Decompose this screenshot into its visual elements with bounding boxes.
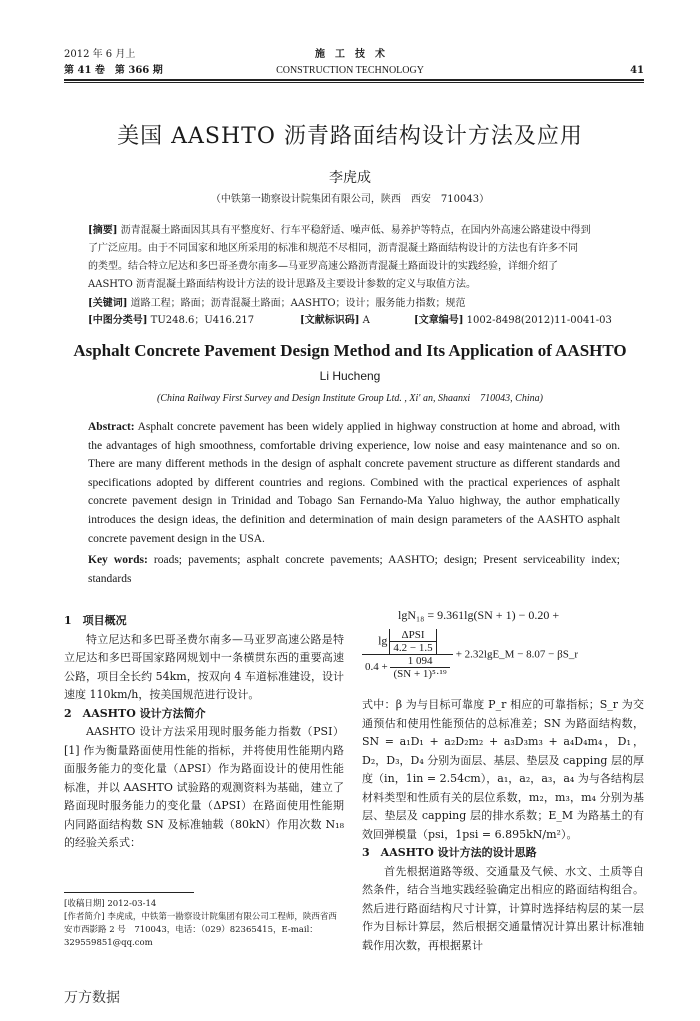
article-no-label: [文章编号] <box>414 315 464 326</box>
footnote <box>64 898 344 950</box>
formula-line-1: lgN₁₈ = 9.361lg(SN + 1) − 0.20 + <box>398 608 560 622</box>
header-rule-thin <box>64 82 644 83</box>
section-1-body: 特立尼达和多巴哥圣费尔南多—马亚罗高速公路是特立尼达和多巴哥国家路网规划中一条横贯东西的重要高速公路，项目全长约 54km，按双向 4 车道标准建设，设计速度 110km/h，按美国规范进行设计。 <box>64 632 344 701</box>
formula-explanation: 式中：β 为与目标可靠度 P_r 相应的可靠指标；S_r 为交通预估和使用性能预估的总标准差；SN 为路面结构数，SN = a₁D₁ + a₂D₂m₂ + a₃D₃m₃ + a₄D₄m₄，D₁，D₂，D₃，D₄ 分别为面层、基层、垫层及 capping 层的厚度（in，1in = 2.54cm），a₁，a₂，a₃，a₄ 为与各结构层材料类型和性质有关的层位系数，m₂，m₃，m₄ 分别为基层、垫层及 capping 层的排水系数；E_M 为路基土的有效回弹模量（psi，1psi = 6.895kN/m²）。 <box>362 698 644 841</box>
formula-main-fraction: lg $\frac{\text{ΔPSI}}{4.2 - 1.5}$ 0.4 + $\frac{1 094}{\text{(SN + 1)⁵·¹⁹}}$ <box>362 629 453 680</box>
issue-date: 2012 年 6 月上 <box>64 49 136 60</box>
abstract-en <box>88 418 620 548</box>
affiliation-en: (China Railway First Survey and Design Institute Group Ltd. , Xi' an, Shaanxi 710043, China) <box>157 393 543 404</box>
formula-den-denominator: (SN + 1)⁵·¹⁹ <box>393 668 447 680</box>
empirical-formula <box>362 608 642 680</box>
paper-title-en: Asphalt Concrete Pavement Design Method and Its Application of AASHTO <box>73 341 627 360</box>
formula-line-2 <box>362 629 642 680</box>
abstract-en-label: Abstract: <box>88 421 135 433</box>
paper-title-cn: 美国 AASHTO 沥青路面结构设计方法及应用 <box>117 124 583 149</box>
left-column <box>64 612 344 853</box>
keywords-cn <box>88 296 620 312</box>
abstract-cn-line: [摘要] 沥青混凝土路面因其具有平整度好、行车平稳舒适、噪声低、易养护等特点，在国内外高速公路建设中得到 <box>88 225 591 236</box>
abstract-cn-line: 了广泛应用。由于不同国家和地区所采用的标准和规范不尽相同，沥青混凝土路面结构设计的方法也有许多不同 <box>88 243 578 254</box>
section-3-title: 3 AASHTO 设计方法的设计思路 <box>362 846 537 859</box>
affiliation-cn: （中铁第一勘察设计院集团有限公司，陕西 西安 710043） <box>210 194 490 205</box>
abstract-en-text: Asphalt concrete pavement has been widely applied in highway construction at home and abroad, with the advantages of high smoothness, comfortable driving experience, low noise and easy maintenance and so on. There are many different methods in the design of asphalt concrete pavement structure as different standards and specifications adopted by different countries and regions. Combined with the practical experiences of asphalt concrete pavement design in Trinidad and Tobago San Fernando-Ma Yaluo highway, the author emphatically introduces the design ideas, the definition and determination of main design parameters of the AASHTO asphalt concrete pavement design in the USA. <box>88 421 620 545</box>
keywords-cn-label: [关键词] <box>88 298 128 309</box>
keywords-en-text: roads; pavements; asphalt concrete pavements; AASHTO; design; Present serviceability index; standards <box>88 554 620 585</box>
footnote-rule <box>64 892 194 893</box>
right-column <box>362 696 644 955</box>
clc-code: TU248.6；U416.217 <box>150 315 255 326</box>
journal-name-cn: 施 工 技 术 <box>315 49 385 60</box>
header-rule <box>64 79 644 81</box>
formula-den-numerator: 1 094 <box>390 655 449 668</box>
formula-psi-range: 4.2 − 1.5 <box>393 642 433 654</box>
author-bio: [作者简介] 李虎成，中铁第一勘察设计院集团有限公司工程师，陕西省西安市西影路 2 号 710043，电话：（029）82365415，E-mail：329559851@qq.com <box>64 912 337 948</box>
keywords-cn-text: 道路工程；路面；沥青混凝土路面；AASHTO；设计；服务能力指数；规范 <box>130 298 466 309</box>
abstract-cn-line: AASHTO 沥青混凝土路面结构设计方法的设计思路及主要设计参数的定义与取值方法。 <box>88 279 477 290</box>
volume-issue: 第 41 卷 第 366 期 <box>64 65 163 76</box>
abstract-cn-line: 的类型。结合特立尼达和多巴哥圣费尔南多—马亚罗高速公路沥青混凝土路面设计的实践经验，详细介绍了 <box>88 261 558 272</box>
article-no: 1002-8498(2012)11-0041-03 <box>466 315 612 326</box>
wanfang-watermark: 万方数据 <box>64 990 120 1006</box>
received-date: [收稿日期] 2012-03-14 <box>64 899 157 909</box>
formula-tail: + 2.32lgE_M − 8.07 − βS_r <box>455 648 578 661</box>
section-3-body: 首先根据道路等级、交通量及气候、水文、土质等自然条件，结合当地实践经验确定出相应的路面结构组合。然后进行路面结构尺寸计算，计算时选择结构层的某一层作为目标计算层，然后根据交通量情况计算出累计标准轴载作用次数，再根据累计 <box>362 864 644 952</box>
section-2-title: 2 AASHTO 设计方法简介 <box>64 706 206 720</box>
abstract-cn-label: [摘要] <box>88 225 118 236</box>
section-2-body: AASHTO 设计方法采用现时服务能力指数（PSI）[1] 作为衡量路面使用性能的指标，并将使用性能期内路面服务能力的变化量（ΔPSI）作为路面设计的使用性能标准，并以 AASHTO 试验路的观测资料为基础，建立了路面现时服务能力的变化量（ΔPSI）在路面使用性能期内同路面结构数 SN 及标准轴载（80kN）作用次数 N₁₈ 的经验关系式： <box>64 725 344 849</box>
formula-delta-psi: ΔPSI <box>390 629 435 642</box>
author-cn: 李虎成 <box>329 170 371 186</box>
keywords-en-label: Key words: <box>88 554 148 566</box>
formula-den-prefix: 0.4 + <box>365 661 388 674</box>
abstract-cn <box>88 222 620 294</box>
doc-code: A <box>362 315 370 326</box>
page-number: 41 <box>630 65 644 76</box>
clc-label: [中图分类号] <box>88 315 148 326</box>
section-1-title: 1 项目概况 <box>64 614 127 627</box>
keywords-en <box>88 551 620 588</box>
doc-code-label: [文献标识码] <box>300 315 360 326</box>
author-en: Li Hucheng <box>319 369 381 383</box>
journal-name-en: CONSTRUCTION TECHNOLOGY <box>276 65 424 76</box>
